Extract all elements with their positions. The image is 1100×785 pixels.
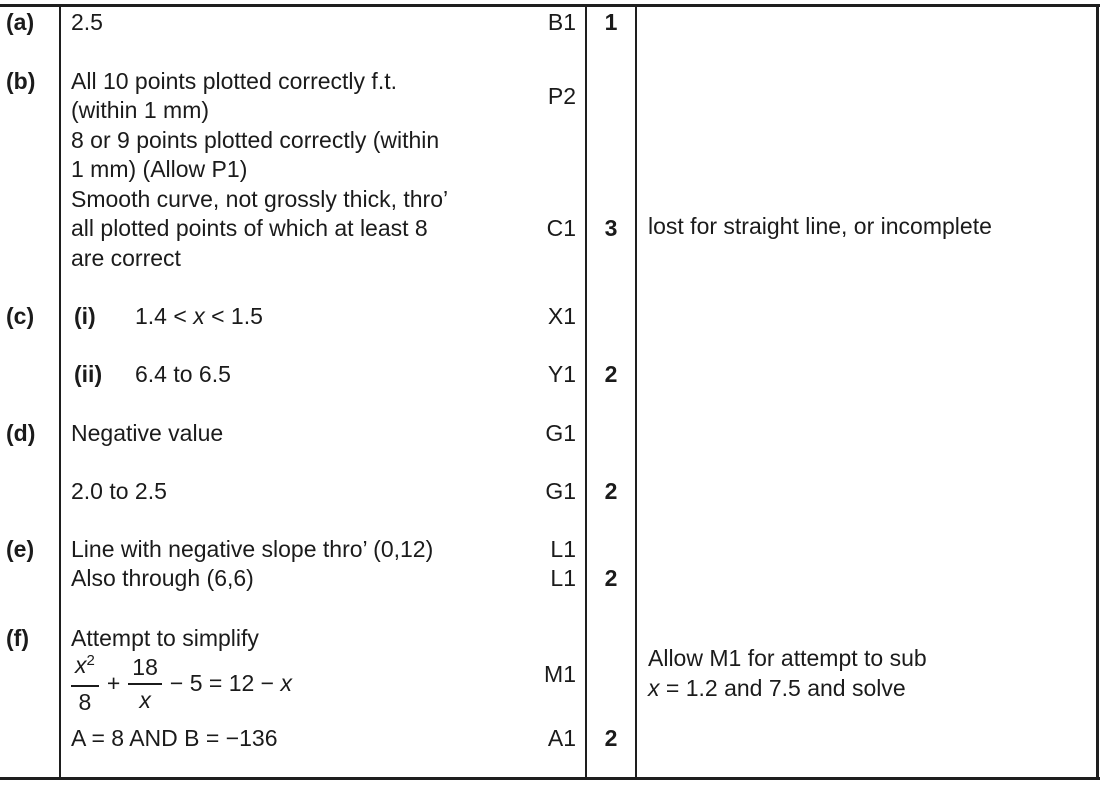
- column-divider-marks: [585, 4, 587, 780]
- item-label-c-ii: (ii): [74, 361, 103, 387]
- part-label-f: (f): [6, 625, 29, 651]
- answer-b-line3: 8 or 9 points plotted correctly (within: [71, 127, 440, 153]
- answer-b-line6: all plotted points of which at least 8: [71, 215, 428, 241]
- mark-code-c-x1: X1: [547, 303, 576, 329]
- answer-a: 2.5: [71, 9, 103, 35]
- mark-code-f-a1: A1: [547, 725, 576, 751]
- comment-f-line2-rest: = 1.2 and 7.5 and solve: [659, 675, 906, 701]
- part-label-d: (d): [6, 420, 36, 446]
- comment-f-variable: x: [648, 675, 660, 701]
- answer-b-line7: are correct: [71, 245, 181, 271]
- answer-c-i-post: < 1.5: [204, 303, 263, 329]
- fraction-2-denominator: [139, 685, 151, 713]
- total-marks-f: 2: [604, 725, 618, 751]
- fraction-1-denominator: 8: [78, 689, 92, 715]
- answer-b-line2: (within 1 mm): [71, 97, 210, 123]
- mark-code-f-m1: M1: [544, 661, 576, 687]
- total-marks-a: 1: [604, 9, 618, 35]
- fraction-18-over-x: [128, 654, 162, 713]
- mark-code-e-l1-second: L1: [550, 565, 576, 591]
- column-divider-part: [59, 4, 61, 780]
- total-marks-c: 2: [604, 361, 618, 387]
- part-label-e: (e): [6, 536, 35, 562]
- answer-e-line1: Line with negative slope thro’ (0,12): [71, 536, 434, 562]
- mark-code-c-y1: Y1: [547, 361, 576, 387]
- answer-e-line2: Also through (6,6): [71, 565, 254, 591]
- total-marks-b: 3: [604, 215, 618, 241]
- answer-f-line3: A = 8 AND B = −136: [71, 725, 278, 751]
- table-border-bottom: [0, 777, 1100, 780]
- answer-d-line1: Negative value: [71, 420, 224, 446]
- answer-c-i-variable: x: [193, 303, 205, 329]
- total-marks-e: 2: [604, 565, 618, 591]
- plus-operator: +: [106, 670, 121, 696]
- equation-rest: − 5 = 12 −: [169, 670, 281, 696]
- answer-b-line5: Smooth curve, not grossly thick, thro’: [71, 186, 449, 212]
- mark-code-a-b1: B1: [547, 9, 576, 35]
- fraction-x-squared-over-8: [71, 652, 99, 715]
- table-border-right: [1096, 4, 1099, 780]
- fraction-1-numerator: [71, 652, 99, 687]
- fraction-2-variable: x: [139, 687, 151, 713]
- item-label-c-i: (i): [74, 303, 96, 329]
- answer-c-ii: 6.4 to 6.5: [135, 361, 231, 387]
- total-marks-d: 2: [604, 478, 618, 504]
- answer-f-line1: Attempt to simplify: [71, 625, 259, 651]
- comment-b: lost for straight line, or incomplete: [648, 213, 992, 239]
- mark-code-e-l1-first: L1: [550, 536, 576, 562]
- fraction-2-numerator: 18: [128, 654, 162, 685]
- mark-code-d-g1-second: G1: [545, 478, 576, 504]
- equation-rest-variable: x: [280, 670, 292, 696]
- answer-c-i: [135, 302, 263, 331]
- comment-f-line1: Allow M1 for attempt to sub: [648, 645, 927, 671]
- comment-f-line2: [648, 674, 906, 703]
- fraction-1-exponent: 2: [86, 652, 95, 669]
- part-label-b: (b): [6, 68, 36, 94]
- part-label-a: (a): [6, 9, 35, 35]
- answer-b-line1: All 10 points plotted correctly f.t.: [71, 68, 397, 94]
- answer-d-line2: 2.0 to 2.5: [71, 478, 167, 504]
- answer-f-equation: [71, 652, 292, 715]
- mark-code-b-c1: C1: [546, 215, 576, 241]
- mark-code-d-g1-first: G1: [545, 420, 576, 446]
- answer-c-i-pre: 1.4 <: [135, 303, 194, 329]
- mark-code-b-p2: P2: [547, 83, 576, 109]
- part-label-c: (c): [6, 303, 35, 329]
- table-border-top: [0, 4, 1100, 7]
- fraction-1-variable: x: [75, 652, 87, 678]
- column-divider-total: [635, 4, 637, 780]
- answer-b-line4: 1 mm) (Allow P1): [71, 156, 248, 182]
